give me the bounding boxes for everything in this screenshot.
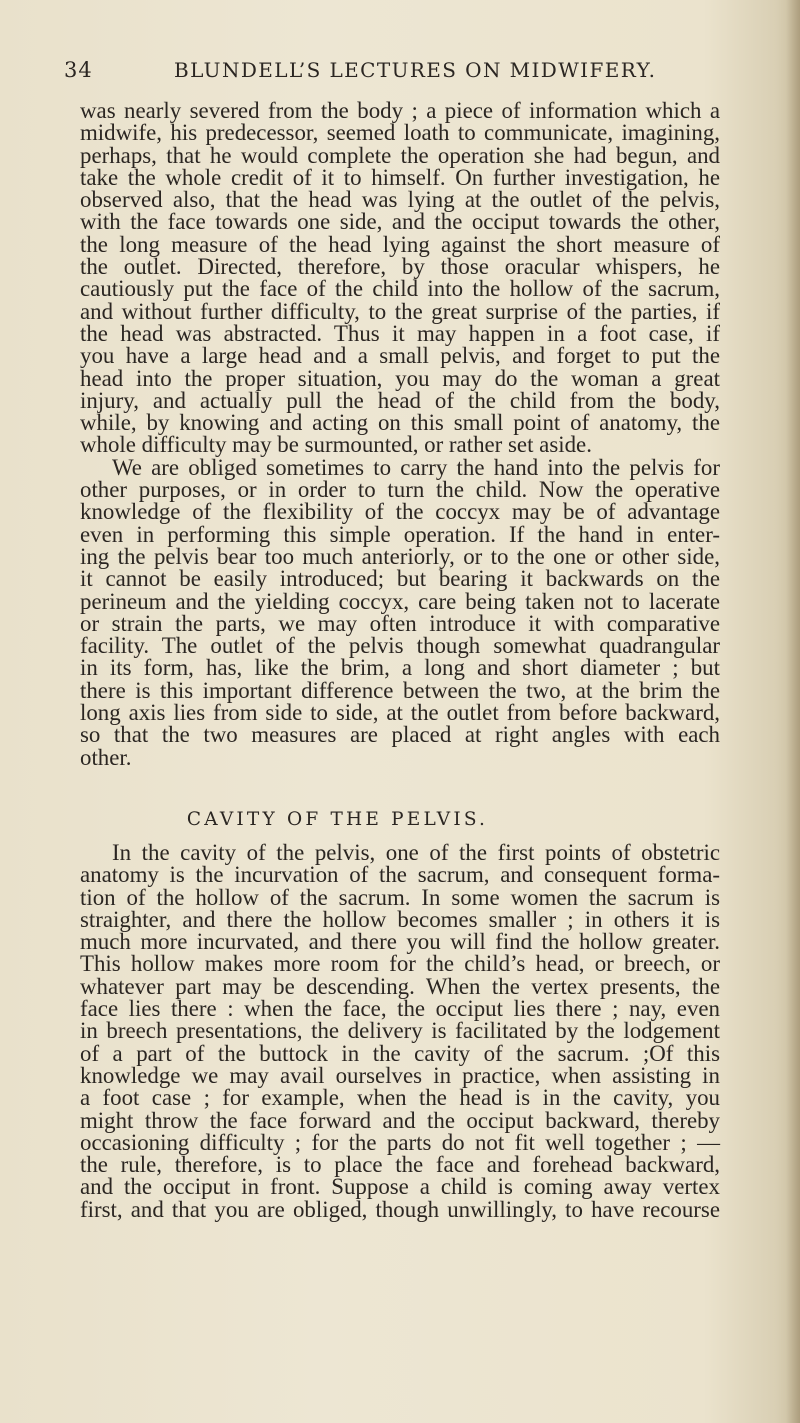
text-line: first, and that you are obliged, though unwillingly, to have recourse bbox=[80, 1196, 720, 1222]
text-line: of a part of the buttock in the cavity of the sacrum. ;Of this bbox=[80, 1040, 720, 1066]
text-line: and without further difficulty, to the great surprise of the parties, if bbox=[80, 298, 720, 324]
page-header bbox=[64, 58, 714, 86]
text-line: observed also, that the head was lying at the outlet of the pelvis, bbox=[80, 187, 720, 213]
text-line: long axis lies from side to side, at the outlet from before backward, bbox=[80, 700, 720, 726]
page-number: 34 bbox=[64, 58, 93, 82]
text-line: with the face towards one side, and the occiput towards the other, bbox=[80, 209, 720, 235]
text-line: the outlet. Directed, therefore, by those oracular whispers, he bbox=[80, 254, 720, 280]
text-line: tion of the hollow of the sacrum. In some women the sacrum is bbox=[80, 884, 720, 910]
text-line: straighter, and there the hollow becomes smaller ; in others it is bbox=[80, 906, 720, 932]
text-line: In the cavity of the pelvis, one of the first points of obstetric bbox=[112, 840, 720, 865]
text-line: it cannot be easily introduced; but bearing it backwards on the bbox=[80, 566, 720, 592]
text-line: might throw the face forward and the occiput backward, thereby bbox=[80, 1107, 720, 1133]
text-line: the long measure of the head lying against the short measure of bbox=[80, 231, 720, 257]
text-line: take the whole credit of it to himself. On further investigation, he bbox=[80, 164, 720, 190]
text-line: so that the two measures are placed at right angles with each bbox=[80, 722, 720, 748]
text-line: even in performing this simple operation. If the hand in enter- bbox=[80, 521, 720, 547]
text-line: the head was abstracted. Thus it may happen in a foot case, if bbox=[80, 320, 720, 346]
text-line: midwife, his predecessor, seemed loath to communicate, imagining, bbox=[80, 120, 720, 146]
text-line: perhaps, that he would complete the operation she had begun, and bbox=[80, 142, 720, 168]
text-line: ing the pelvis bear too much anteriorly, or to the one or other side, bbox=[80, 543, 720, 569]
text-line: there is this important difference between the two, at the brim the bbox=[80, 677, 720, 703]
text-line: knowledge we may avail ourselves in practice, when assisting in bbox=[80, 1062, 720, 1088]
running-head: BLUNDELL’S LECTURES ON MIDWIFERY. bbox=[174, 58, 657, 82]
text-line: injury, and actually pull the head of the child from the body, bbox=[80, 387, 720, 413]
text-line: occasioning difficulty ; for the parts do not fit well together ; — bbox=[80, 1129, 720, 1155]
text-line: This hollow makes more room for the child’s head, or breech, or bbox=[80, 951, 720, 977]
text-line: much more incurvated, and there you will find the hollow greater. bbox=[80, 929, 720, 955]
text-line: whatever part may be descending. When the vertex presents, the bbox=[80, 973, 720, 999]
text-line: We are obliged sometimes to carry the hand into the pelvis for bbox=[112, 454, 720, 480]
text-line: or strain the parts, we may often introduce it with comparative bbox=[80, 610, 720, 636]
text-line: other. bbox=[80, 744, 132, 770]
text-line: head into the proper situation, you may do the woman a great bbox=[80, 365, 720, 391]
text-line: facility. The outlet of the pelvis though somewhat quadrangular bbox=[80, 633, 720, 659]
text-line: cautiously put the face of the child into the hollow of the sacrum, bbox=[80, 276, 720, 302]
text-line: face lies there : when the face, the occiput lies there ; nay, even bbox=[80, 996, 720, 1022]
page-edge-shadow bbox=[786, 0, 800, 1423]
text-line: perineum and the yielding coccyx, care being taken not to lacerate bbox=[80, 588, 720, 614]
text-line: in its form, has, like the brim, a long and short diameter ; but bbox=[80, 655, 720, 681]
text-line: whole difficulty may be surmounted, or rather set aside. bbox=[80, 432, 592, 458]
text-line: the rule, therefore, is to place the face and forehead backward, bbox=[80, 1152, 720, 1178]
text-line: a foot case ; for example, when the head is in the cavity, you bbox=[80, 1085, 720, 1111]
text-line: other purposes, or in order to turn the child. Now the operative bbox=[80, 477, 720, 503]
text-line: while, by knowing and acting on this small point of anatomy, the bbox=[80, 410, 720, 436]
text-line: knowledge of the flexibility of the coccyx may be of advantage bbox=[80, 499, 720, 525]
text-line: anatomy is the incurvation of the sacrum, and consequent forma- bbox=[80, 862, 720, 888]
text-line: and the occiput in front. Suppose a child is coming away vertex bbox=[80, 1174, 720, 1200]
section-heading: CAVITY OF THE PELVIS. bbox=[186, 809, 489, 830]
text-line: was nearly severed from the body ; a piece of information which a bbox=[80, 98, 720, 123]
text-line: in breech presentations, the delivery is facilitated by the lodgement bbox=[80, 1018, 720, 1044]
body-text-upper bbox=[80, 100, 720, 769]
body-text-lower bbox=[80, 842, 720, 1221]
text-line: you have a large head and a small pelvis, and forget to put the bbox=[80, 343, 720, 369]
